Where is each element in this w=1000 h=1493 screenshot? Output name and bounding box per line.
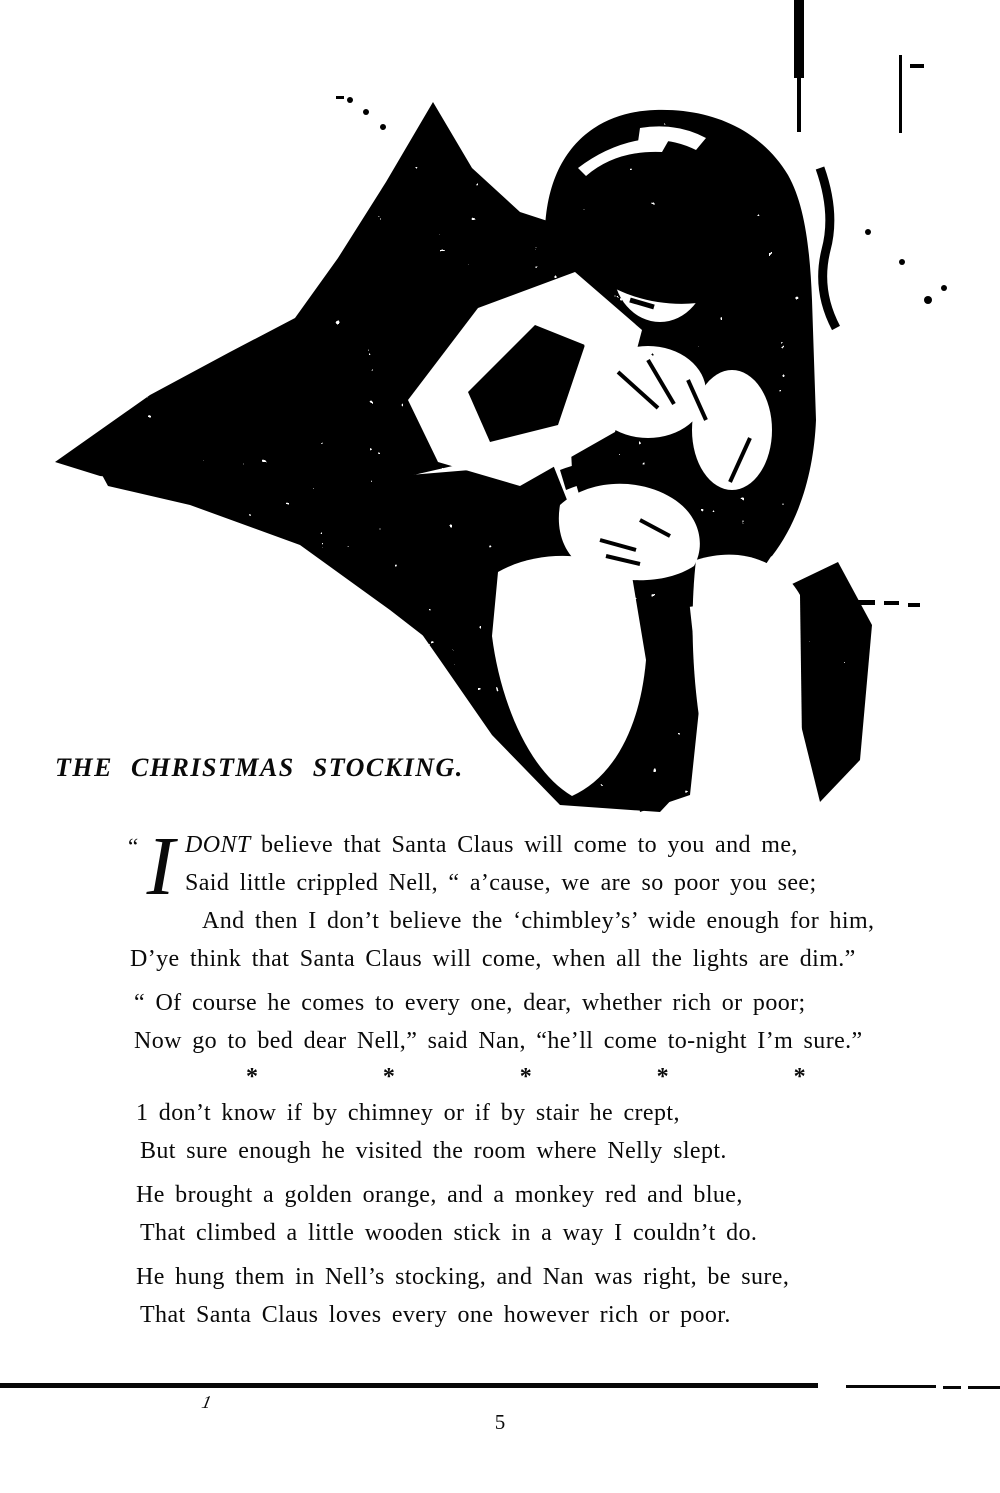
page-title — [55, 753, 464, 783]
asterisk: * — [382, 1064, 396, 1090]
footer-rule-dash — [943, 1386, 961, 1389]
poem-line-3: And then I don’t believe the ‘chimbley’s’ wide enough for him, — [202, 908, 875, 934]
poem-line-8: But sure enough he visited the room where Nelly slept. — [140, 1138, 727, 1164]
footer-rule-dash — [846, 1385, 936, 1388]
asterisk: * — [793, 1064, 806, 1090]
asterisk-divider — [246, 1060, 806, 1094]
poem-line-1-lead: DONT — [184, 832, 251, 858]
poem-line-12: That Santa Claus loves every one however rich or poor. — [140, 1302, 731, 1328]
poem-line-5: “ Of course he comes to every one, dear, whether rich or poor; — [134, 990, 806, 1016]
poem-line-1-rest: believe that Santa Claus will come to you and me, — [250, 832, 798, 858]
title-word: CHRISTMAS — [130, 753, 295, 782]
poem-line-6: Now go to bed dear Nell,” said Nan, “he’ll come to-night I’m sure.” — [134, 1028, 863, 1054]
asterisk: * — [656, 1064, 670, 1090]
drop-cap-lines — [185, 826, 817, 902]
poem-line-7: 1 don’t know if by chimney or if by stair he crept, — [136, 1100, 680, 1126]
poem-line-4: D’ye think that Santa Claus will come, when all the lights are dim.” — [130, 946, 856, 972]
poem-line-1 — [185, 826, 817, 864]
signature-mark: 1 — [199, 1392, 214, 1412]
poem-line-9: He brought a golden orange, and a monkey red and blue, — [136, 1182, 743, 1208]
poem-line-10: That climbed a little wooden stick in a way I couldn’t do. — [140, 1220, 758, 1246]
asterisk: * — [519, 1064, 533, 1090]
right-shadow-band — [790, 562, 872, 802]
asterisk: * — [246, 1064, 259, 1090]
poem-line-2: Said little crippled Nell, “ a’cause, we are so poor you see; — [184, 870, 817, 896]
title-word: STOCKING. — [312, 753, 464, 782]
poem-stanza-1 — [128, 820, 988, 913]
poem-line-11: He hung them in Nell’s stocking, and Nan was right, be sure, — [136, 1264, 790, 1290]
title-word: THE — [55, 753, 113, 782]
opening-quote: “ — [128, 834, 139, 859]
drop-cap-I: I — [146, 820, 175, 913]
poem — [128, 820, 988, 1334]
footer-rule — [0, 1383, 818, 1388]
footer-rule-dash — [968, 1386, 1000, 1389]
page-number: 5 — [494, 1410, 506, 1434]
